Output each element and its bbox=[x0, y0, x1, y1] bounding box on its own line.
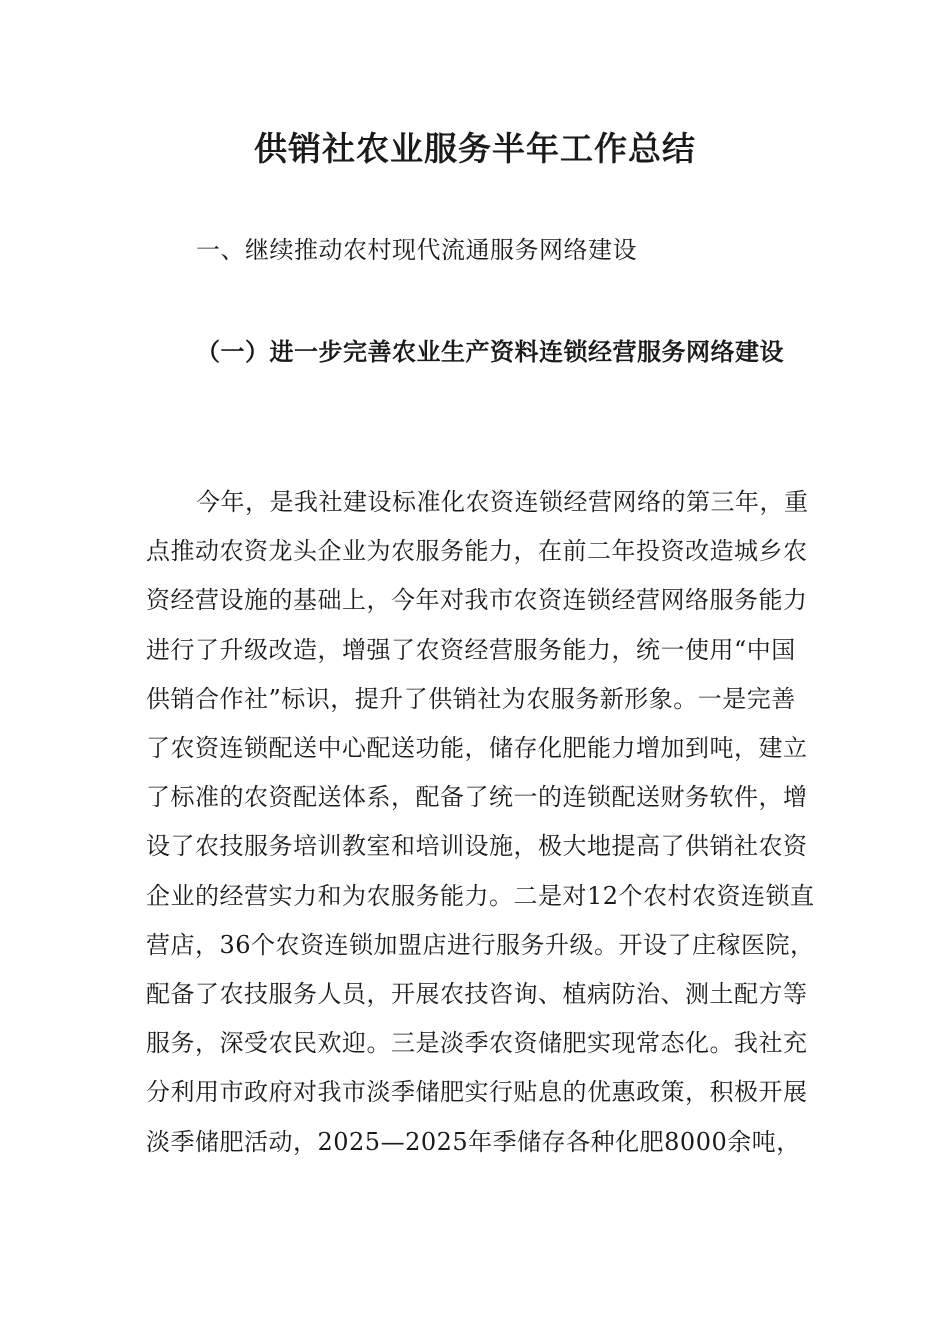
document-title: 供销社农业服务半年工作总结 bbox=[254, 129, 696, 168]
section-heading: 一、继续推动农村现代流通服务网络建设 bbox=[196, 236, 637, 264]
subsection-heading: （一）进一步完善农业生产资料连锁经营服务网络建设 bbox=[196, 337, 784, 366]
body-paragraph: 今年，是我社建设标准化农资连锁经营网络的第三年，重点推动农资龙头企业为农服务能力，在前二年投资改造城乡农资经营设施的基础上，今年对我市农资连锁经营网络服务能力进行了升级改造，增强了农资经营服务能力，统一使用“中国供销合作社”标识，提升了供销社为农服务新形象。一是完善了农资连锁配送中心配送功能，储存化肥能力增加到吨，建立了标准的农资配送体系，配备了统一的连锁配送财务软件，增设了农技服务培训教室和培训设施，极大地提高了供销社农资企业的经营实力和为农服务能力。二是对12个农村农资连锁直营店，36个农资连锁加盟店进行服务升级。开设了庄稼医院，配备了农技服务人员，开展农技咨询、植病防治、测土配方等服务，深受农民欢迎。三是淡季农资储肥实现常态化。我社充分利用市政府对我市淡季储肥实行贴息的优惠政策，积极开展淡季储肥活动，2025—2025年季储存各种化肥8000余吨， bbox=[146, 488, 815, 1156]
